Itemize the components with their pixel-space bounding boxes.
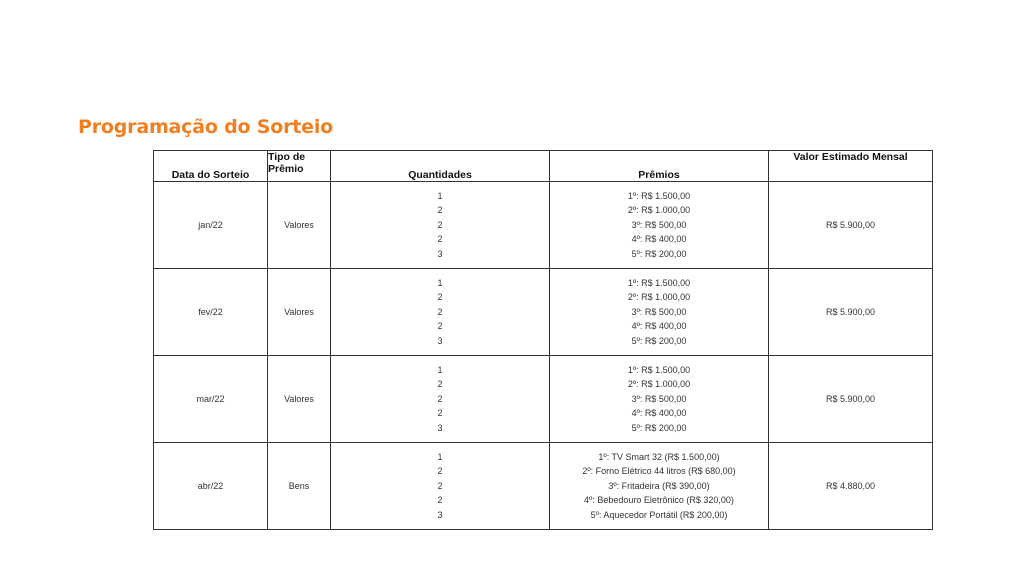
quantity-item: 2 (437, 379, 443, 390)
prize-item: 4º: Bebedouro Eletrônico (R$ 320,00) (584, 495, 734, 506)
quantity-item: 1 (437, 364, 443, 375)
header-row (154, 151, 933, 182)
quantity-item: 2 (437, 480, 443, 491)
estimated-value: R$ 5.900,00 (769, 269, 933, 356)
prize-type: Valores (268, 182, 331, 269)
prize-item: 5º: Aquecedor Portátil (R$ 200,00) (590, 509, 728, 520)
quantity-item: 2 (437, 321, 443, 332)
header-quantities: Quantidades (331, 151, 550, 182)
quantity-item: 2 (437, 205, 443, 216)
prize-item: 1º: R$ 1.500,00 (627, 364, 691, 375)
quantities-cell (331, 269, 550, 356)
prize-item: 3º: R$ 500,00 (631, 306, 687, 317)
quantity-item: 1 (437, 277, 443, 288)
table-row (154, 443, 933, 530)
prize-item: 1º: TV Smart 32 (R$ 1.500,00) (598, 451, 720, 462)
prizes-cell (550, 443, 769, 530)
quantity-item: 2 (437, 495, 443, 506)
prize-type: Valores (268, 269, 331, 356)
estimated-value: R$ 5.900,00 (769, 182, 933, 269)
prize-item: 4º: R$ 400,00 (631, 408, 687, 419)
quantity-item: 2 (437, 219, 443, 230)
quantity-item: 2 (437, 292, 443, 303)
prize-type: Bens (268, 443, 331, 530)
header-date: Data do Sorteio (154, 151, 268, 182)
prize-item: 2º: R$ 1.000,00 (627, 205, 691, 216)
header-prize-type (268, 151, 331, 182)
prize-item: 4º: R$ 400,00 (631, 234, 687, 245)
prizes-cell (550, 182, 769, 269)
header-prize-type-line2: Prêmio (268, 163, 304, 175)
quantities-cell (331, 443, 550, 530)
table-row (154, 182, 933, 269)
estimated-value: R$ 5.900,00 (769, 356, 933, 443)
quantity-item: 3 (437, 509, 443, 520)
table-row (154, 269, 933, 356)
page-title: Programação do Sorteio (78, 116, 334, 138)
quantity-item: 2 (437, 393, 443, 404)
prize-item: 3º: Fritadeira (R$ 390,00) (608, 480, 710, 491)
quantity-item: 2 (437, 234, 443, 245)
prize-item: 5º: R$ 200,00 (631, 335, 687, 346)
prize-item: 2º: R$ 1.000,00 (627, 292, 691, 303)
draw-date: fev/22 (154, 269, 268, 356)
prize-item: 5º: R$ 200,00 (631, 248, 687, 259)
header-prize-type-line1: Tipo de (268, 151, 306, 163)
header-prizes: Prêmios (550, 151, 769, 182)
quantity-item: 1 (437, 190, 443, 201)
prize-item: 4º: R$ 400,00 (631, 321, 687, 332)
prize-item: 2º: R$ 1.000,00 (627, 379, 691, 390)
quantities-cell (331, 356, 550, 443)
quantity-item: 3 (437, 422, 443, 433)
table-row (154, 356, 933, 443)
draw-date: mar/22 (154, 356, 268, 443)
prize-item: 3º: R$ 500,00 (631, 393, 687, 404)
quantity-item: 2 (437, 306, 443, 317)
quantity-item: 2 (437, 466, 443, 477)
prize-item: 2º: Forno Elétrico 44 litros (R$ 680,00) (582, 466, 736, 477)
draw-date: abr/22 (154, 443, 268, 530)
prize-type: Valores (268, 356, 331, 443)
quantity-item: 1 (437, 451, 443, 462)
prize-item: 1º: R$ 1.500,00 (627, 190, 691, 201)
quantity-item: 2 (437, 408, 443, 419)
quantity-item: 3 (437, 335, 443, 346)
prizes-cell (550, 356, 769, 443)
estimated-value: R$ 4.880,00 (769, 443, 933, 530)
prize-item: 5º: R$ 200,00 (631, 422, 687, 433)
quantity-item: 3 (437, 248, 443, 259)
header-estimated-value: Valor Estimado Mensal (769, 151, 933, 182)
quantities-cell (331, 182, 550, 269)
prizes-cell (550, 269, 769, 356)
draw-date: jan/22 (154, 182, 268, 269)
prize-item: 1º: R$ 1.500,00 (627, 277, 691, 288)
draw-schedule-table (153, 150, 933, 530)
prize-item: 3º: R$ 500,00 (631, 219, 687, 230)
